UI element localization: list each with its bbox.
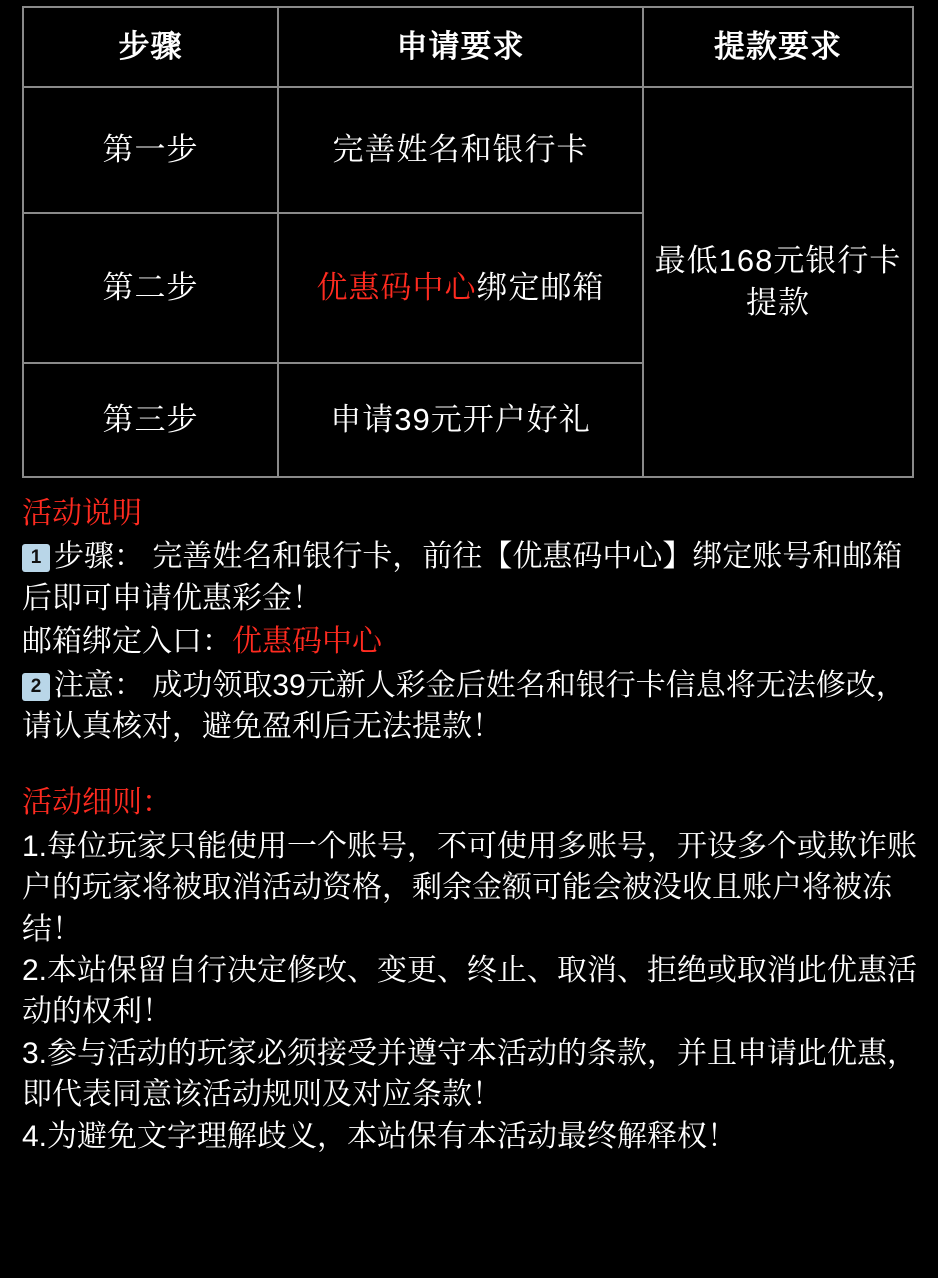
header-requirement: 申请要求 bbox=[278, 7, 643, 87]
cell-step-3: 第三步 bbox=[23, 363, 278, 477]
header-withdraw: 提款要求 bbox=[643, 7, 913, 87]
cell-withdraw-requirement: 最低168元银行卡提款 bbox=[643, 87, 913, 477]
cell-step-2: 第二步 bbox=[23, 213, 278, 363]
cell-requirement-2 bbox=[278, 213, 643, 363]
content-area bbox=[0, 478, 938, 1177]
cell-requirement-2-tail: 绑定邮箱 bbox=[476, 269, 605, 305]
steps-table bbox=[22, 6, 914, 478]
notes-title: 活动说明 bbox=[22, 496, 142, 530]
promo-code-center-highlight: 优惠码中心 bbox=[316, 269, 477, 305]
promo-code-center-link[interactable]: 优惠码中心 bbox=[232, 625, 382, 659]
email-binding-entry-label: 邮箱绑定入口： bbox=[22, 625, 232, 659]
cell-requirement-1: 完善姓名和银行卡 bbox=[278, 87, 643, 213]
table-row bbox=[23, 87, 913, 213]
note-item-2 bbox=[22, 665, 920, 748]
note-item-2-text: 注意： 成功领取39元新人彩金后姓名和银行卡信息将无法修改，请认真核对，避免盈利后无法提款！ bbox=[22, 668, 906, 743]
note-item-1 bbox=[22, 536, 920, 619]
note-item-1-text: 步骤： 完善姓名和银行卡，前往【优惠码中心】绑定账号和邮箱后即可申请优惠彩金！ bbox=[22, 540, 903, 615]
rule-item-2: 2.本站保留自行决定修改、变更、终止、取消、拒绝或取消此优惠活动的权利！ bbox=[22, 953, 918, 1029]
rules-title: 活动细则： bbox=[22, 786, 172, 820]
email-binding-entry bbox=[22, 621, 920, 662]
cell-step-1: 第一步 bbox=[23, 87, 278, 213]
cell-requirement-3: 申请39元开户好礼 bbox=[278, 363, 643, 477]
section-spacer bbox=[22, 749, 920, 775]
table-header-row bbox=[23, 7, 913, 87]
rule-item-3: 3.参与活动的玩家必须接受并遵守本活动的条款，并且申请此优惠，即代表同意该活动规则及对应条款！ bbox=[22, 1036, 918, 1112]
rule-item-4: 4.为避免文字理解歧义，本站保有本活动最终解释权！ bbox=[22, 1119, 738, 1153]
number-badge-1: 1 bbox=[22, 544, 50, 572]
number-badge-2: 2 bbox=[22, 673, 50, 701]
rule-item-1: 1.每位玩家只能使用一个账号，不可使用多账号，开设多个或欺诈账户的玩家将被取消活动资格，剩余金额可能会被没收且账户将被冻结！ bbox=[22, 829, 918, 946]
header-step: 步骤 bbox=[23, 7, 278, 87]
rules-list bbox=[22, 826, 920, 1157]
